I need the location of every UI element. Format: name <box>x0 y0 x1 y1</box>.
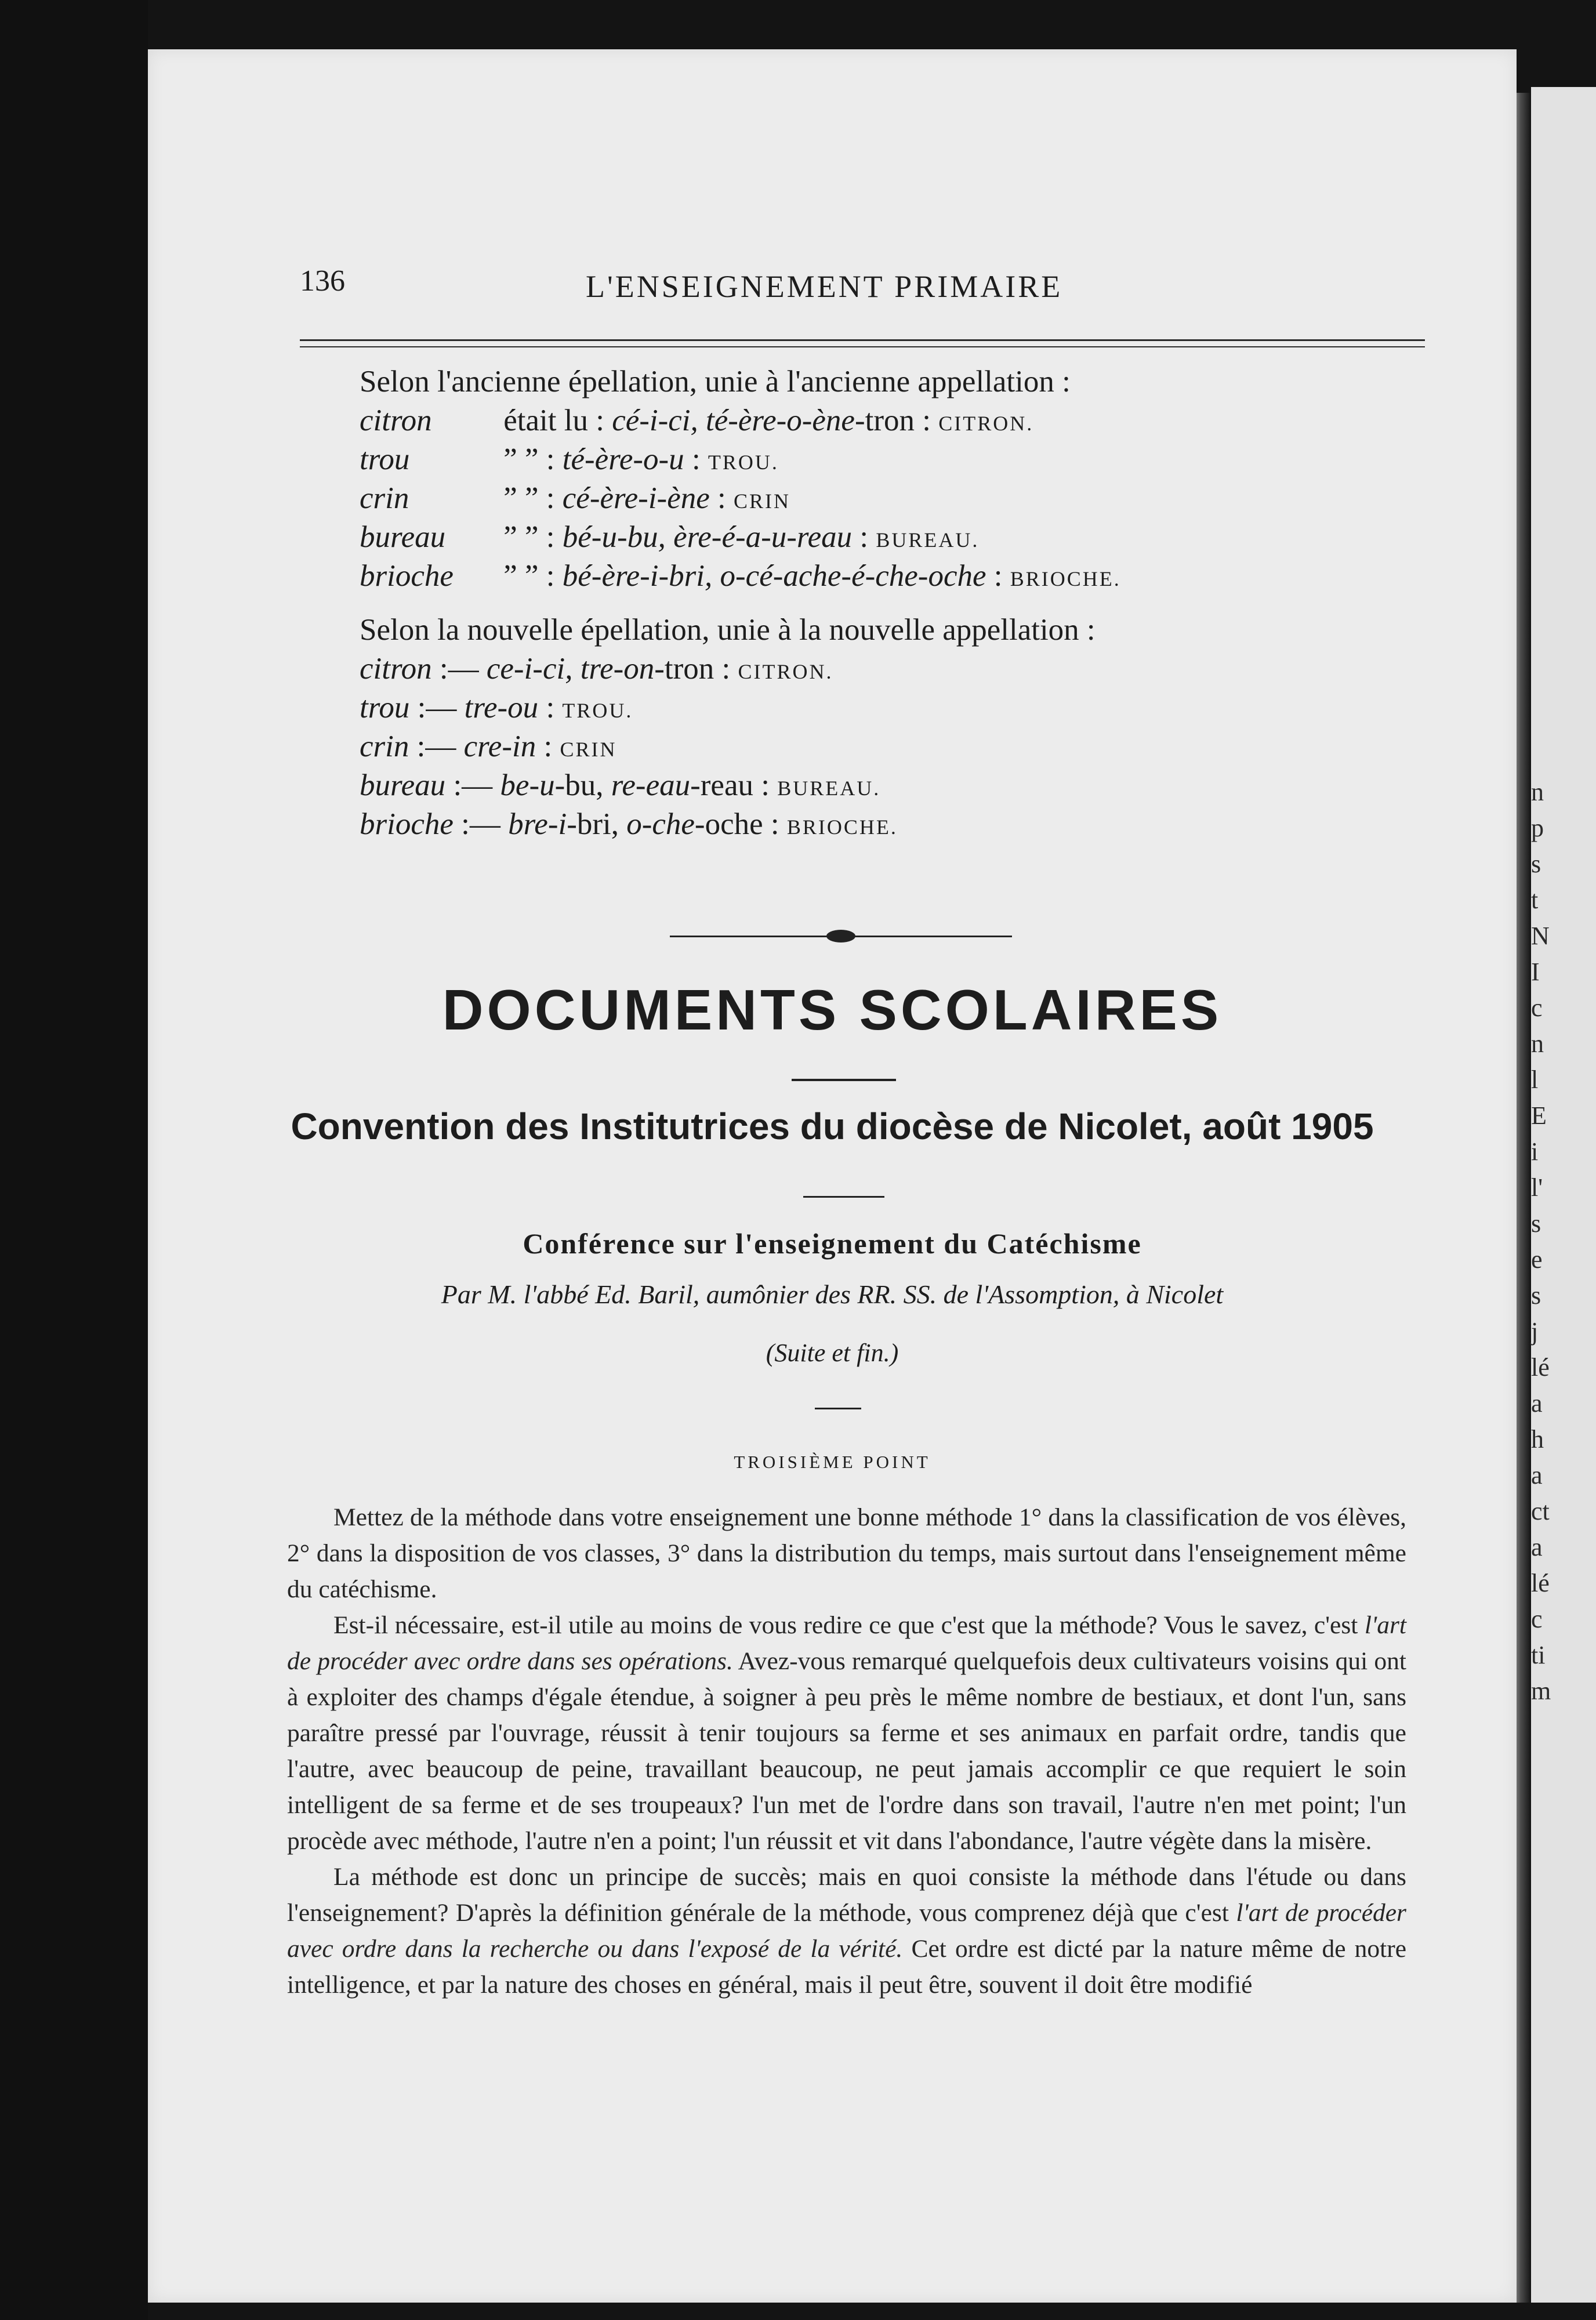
convention-rule <box>803 1196 884 1198</box>
facing-page-fragment: E <box>1531 1101 1547 1130</box>
spelled: ce-i-ci, tre-on- <box>486 652 665 686</box>
separator: :— <box>461 807 500 841</box>
result: BRIOCHE. <box>1010 567 1121 590</box>
spelled: be-u- <box>500 768 565 802</box>
spelled-tail: reau <box>700 768 753 802</box>
paragraph-text: Mettez de la méthode dans votre enseignement une bonne méthode 1° dans la classification de vos élèves, 2° dans la disposition de vos classes, 3° dans la distribution du temps, mais surtout dans l'enseignement même du catéchisme. <box>287 1503 1406 1603</box>
old-spelling-row: brioche ” ” : bé-ère-i-bri, o-cé-ache-é-che-oche : BRIOCHE. <box>360 557 1121 596</box>
word: bureau <box>360 768 446 802</box>
spelled: bé-ère-i-bri, o-cé-ache-é-che-oche <box>562 559 986 593</box>
result: CITRON. <box>738 660 833 683</box>
ornament-dot <box>826 930 855 942</box>
word: brioche <box>360 559 454 593</box>
spelled: bé-u-bu, ère-é-a-u-reau <box>562 520 853 554</box>
result: CITRON. <box>938 412 1034 435</box>
result: BUREAU. <box>777 777 881 800</box>
facing-page-fragment: p <box>1531 814 1544 842</box>
verb: était lu : <box>503 404 604 437</box>
result: TROU. <box>708 451 779 474</box>
spelled: cre-in <box>463 730 536 763</box>
title-rule <box>792 1079 896 1081</box>
old-spelling-row: trou ” ” : té-ère-o-u : TROU. <box>360 440 1121 479</box>
result: BRIOCHE. <box>786 815 898 839</box>
paragraph <box>287 1499 1406 1607</box>
spelled-tail: bri, <box>576 807 627 841</box>
word: brioche <box>360 807 454 841</box>
word: crin <box>360 481 409 515</box>
spelled: o-che- <box>626 807 705 841</box>
spelled: cé-i-ci, té-ère-o-ène- <box>612 404 865 437</box>
facing-page <box>1531 87 1596 2303</box>
facing-page-fragment: ct <box>1531 1497 1550 1525</box>
word: crin <box>360 730 409 763</box>
spelled: tre-ou <box>464 691 539 724</box>
facing-page-fragment: lé <box>1531 1569 1550 1597</box>
spelled-tail: tron <box>664 652 714 686</box>
result: TROU. <box>562 699 633 722</box>
old-spelling-row: bureau ” ” : bé-u-bu, ère-é-a-u-reau : BUREAU. <box>360 518 1121 557</box>
old-spelling-row: crin ” ” : cé-ère-i-ène : CRIN <box>360 479 1121 518</box>
new-spelling-block <box>360 611 1096 844</box>
new-spelling-intro: Selon la nouvelle épellation, unie à la nouvelle appellation : <box>360 613 1096 647</box>
paragraph-text: La méthode est donc un principe de succès; mais en quoi consiste la méthode dans l'étude ou dans l'enseignement? D'après la définition générale de la méthode, vous comprenez déjà que c'est <box>287 1863 1406 1927</box>
facing-page-fragment: t <box>1531 886 1539 914</box>
facing-page-fragment: N <box>1531 922 1550 950</box>
paragraph-emphasis: l'art de procéder avec ordre dans la recherche ou dans l'exposé de la vérité. <box>287 1899 1406 1963</box>
verb: ” ” : <box>503 520 555 554</box>
facing-page-fragment: n <box>1531 778 1544 806</box>
paragraph-text: Cet ordre est dicté par la nature même de notre intelligence, et par la nature des choses en général, mais il peut être, souvent il doit être modifié <box>287 1935 1407 1999</box>
spelled-tail: tron <box>865 404 915 437</box>
suite-rule <box>815 1408 861 1409</box>
verb: ” ” : <box>503 559 555 593</box>
word: citron <box>360 404 432 437</box>
facing-page-fragment: a <box>1531 1533 1543 1561</box>
facing-page-fragment: i <box>1531 1137 1539 1166</box>
separator: :— <box>439 652 479 686</box>
spelled: re-eau- <box>611 768 701 802</box>
running-header <box>148 258 1517 304</box>
facing-page-fragment: s <box>1531 850 1541 878</box>
body-text <box>287 1499 1406 2003</box>
facing-page-fragment: e <box>1531 1245 1543 1274</box>
verb: ” ” : <box>503 481 555 515</box>
old-spelling-row: citron était lu : cé-i-ci, té-ère-o-ène-tron : CITRON. <box>360 401 1121 440</box>
old-spelling-block <box>360 362 1121 596</box>
conference-title: Conférence sur l'enseignement du Catéchisme <box>523 1227 1142 1260</box>
facing-page-fragment: l' <box>1531 1173 1543 1202</box>
new-spelling-row: brioche :— bre-i-bri, o-che-oche : BRIOCHE. <box>360 807 898 841</box>
facing-page-fragment: j <box>1531 1317 1539 1346</box>
separator: :— <box>416 730 456 763</box>
spelled: té-ère-o-u <box>562 443 684 476</box>
facing-page-fragment: c <box>1531 994 1543 1022</box>
header-rule <box>300 339 1425 347</box>
separator: :— <box>453 768 493 802</box>
result: CRIN <box>734 490 791 513</box>
facing-page-fragment: I <box>1531 958 1540 986</box>
new-spelling-row: bureau :— be-u-bu, re-eau-reau : BUREAU. <box>360 768 881 802</box>
facing-page-fragment: n <box>1531 1030 1544 1058</box>
book-page <box>148 49 1517 2303</box>
paragraph-text: Est-il nécessaire, est-il utile au moins de vous redire ce que c'est que la méthode? Vous le savez, c'est <box>333 1611 1365 1639</box>
section-title: DOCUMENTS SCOLAIRES <box>442 978 1223 1042</box>
new-spelling-row: citron :— ce-i-ci, tre-on-tron : CITRON. <box>360 652 833 686</box>
separator: :— <box>417 691 457 724</box>
paragraph <box>287 1607 1406 1859</box>
point-heading: TROISIÈME POINT <box>734 1452 931 1472</box>
facing-page-fragment: ti <box>1531 1641 1546 1669</box>
paragraph-text: Avez-vous remarqué quelquefois deux cultivateurs voisins qui ont à exploiter des champs d'égale étendue, à soigner à peu près le même nombre de bestiaux, et dont l'un, sans paraître pressé par l'ouvrage, réussit à tenir toujours sa ferme et ses animaux en parfait ordre, tandis que l'autre, avec beaucoup de peine, travaillant beaucoup, ne peut jamais accomplir ce que requiert le soin intelligent de sa ferme et de ses troupeaux? l'un met de l'ordre dans son travail, l'autre n'en met point; l'un procède avec méthode, l'autre n'en a point; l'un réussit et vit dans l'abondance, l'autre végète dans la misère. <box>287 1647 1407 1855</box>
verb: ” ” : <box>503 443 555 476</box>
word: citron <box>360 652 432 686</box>
new-spelling-row: trou :— tre-ou : TROU. <box>360 691 633 724</box>
spelled-tail: oche <box>705 807 763 841</box>
facing-page-fragment: m <box>1531 1677 1551 1705</box>
running-title: L'ENSEIGNEMENT PRIMAIRE <box>586 269 1063 304</box>
suite-note: (Suite et fin.) <box>766 1339 899 1367</box>
facing-page-fragment: c <box>1531 1605 1543 1633</box>
word: trou <box>360 443 410 476</box>
facing-page-fragment: l <box>1531 1065 1539 1094</box>
paragraph-emphasis: l'art de procéder avec ordre dans ses opérations. <box>287 1611 1406 1675</box>
facing-page-fragment: s <box>1531 1209 1541 1238</box>
spelled: bre-i- <box>508 807 577 841</box>
word: bureau <box>360 520 446 554</box>
new-spelling-row: crin :— cre-in : CRIN <box>360 730 617 763</box>
byline: Par M. l'abbé Ed. Baril, aumônier des RR. SS. de l'Assomption, à Nicolet <box>441 1279 1224 1309</box>
facing-page-fragment: s <box>1531 1281 1541 1310</box>
facing-page-fragment: a <box>1531 1389 1543 1418</box>
facing-page-fragment: lé <box>1531 1353 1550 1382</box>
paragraph <box>287 1859 1406 2003</box>
spelled: cé-ère-i-ène <box>562 481 710 515</box>
page-number: 136 <box>300 264 345 298</box>
spelled-tail: bu, <box>565 768 611 802</box>
convention-title: Convention des Institutrices du diocèse de Nicolet, août 1905 <box>291 1105 1374 1147</box>
result: CRIN <box>560 738 617 761</box>
facing-page-fragment: a <box>1531 1461 1543 1489</box>
facing-page-fragment: h <box>1531 1425 1544 1453</box>
old-spelling-intro: Selon l'ancienne épellation, unie à l'ancienne appellation : <box>360 365 1071 398</box>
result: BUREAU. <box>876 528 980 552</box>
word: trou <box>360 691 410 724</box>
scan-left-margin <box>0 0 148 2320</box>
